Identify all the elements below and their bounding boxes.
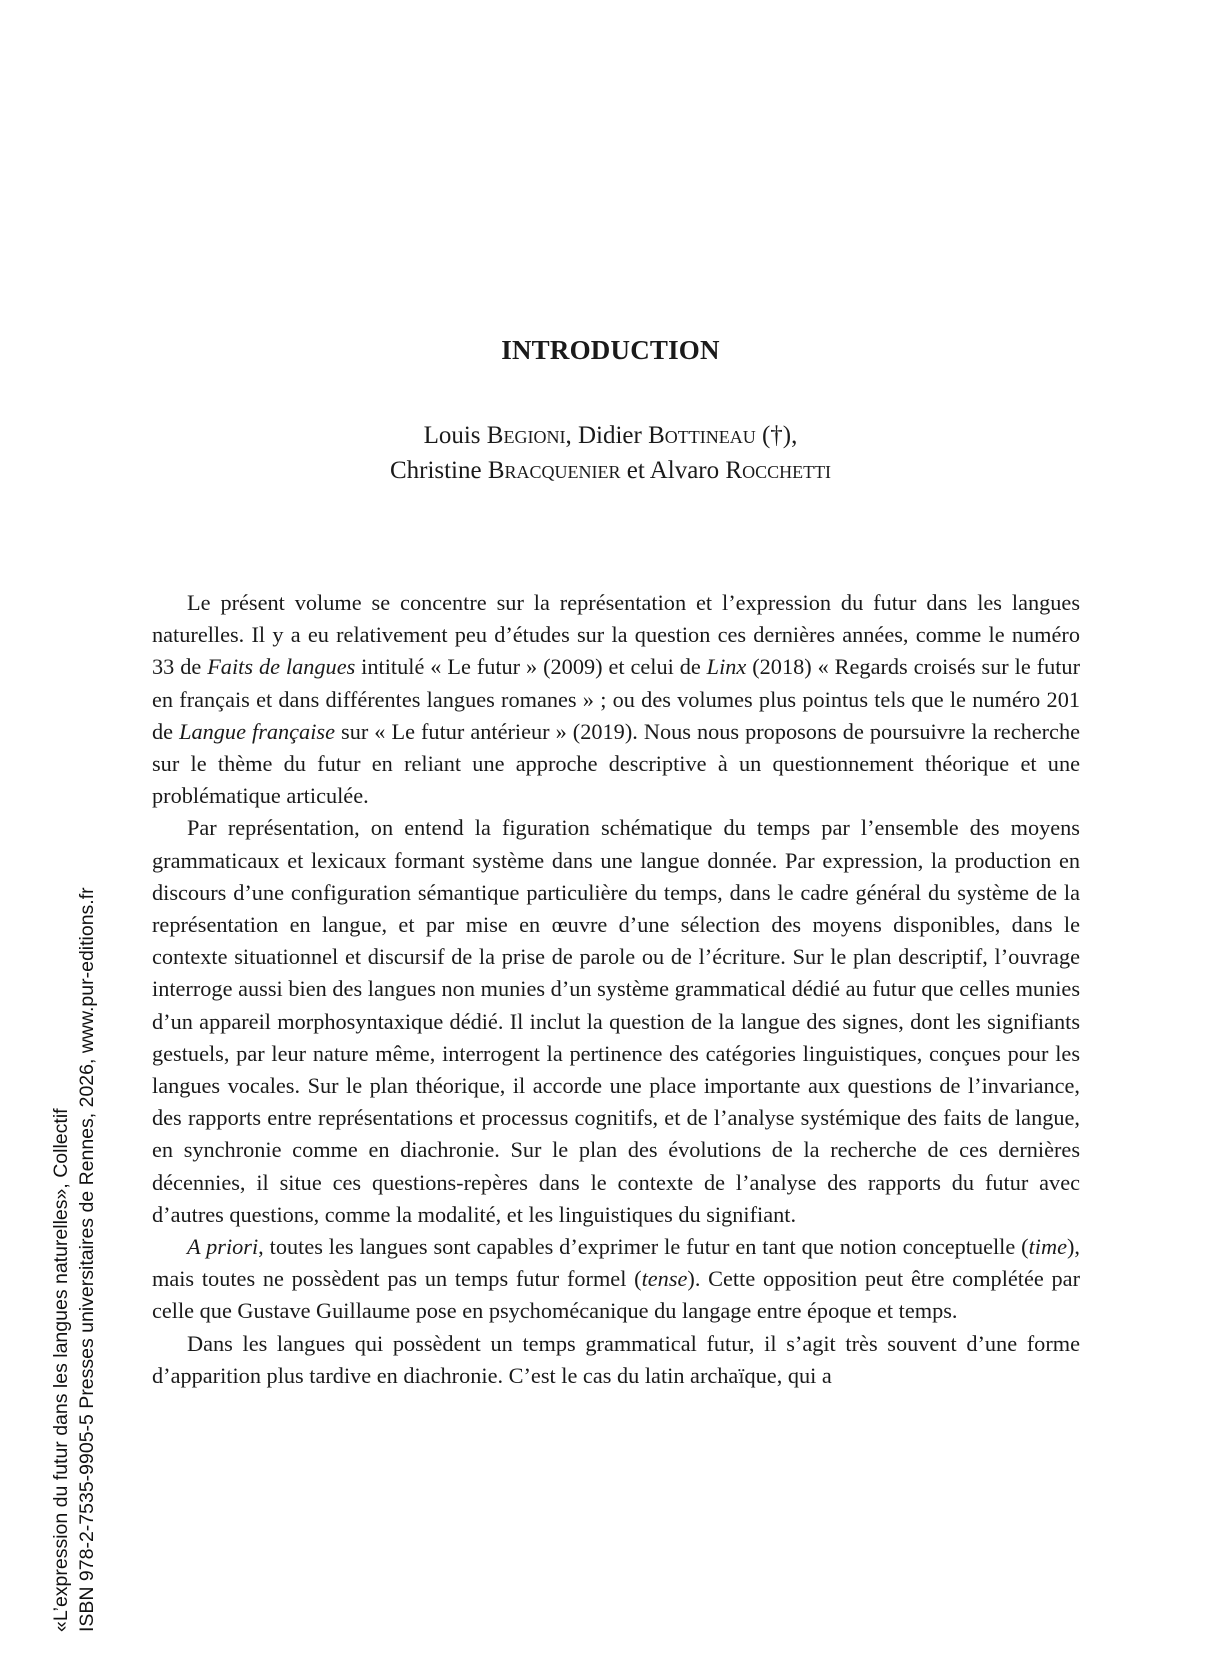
text-run: Le présent volume se concentre sur la représentation et l’expression du futur dans les langues naturelles. Il y a eu relativement peu d’études sur la question ces dernières années, comme le numéro 33 de bbox=[152, 590, 1080, 680]
author-separator: (†), bbox=[755, 422, 798, 449]
author-surname: Begioni bbox=[486, 422, 566, 449]
italic-text: Langue française bbox=[179, 718, 335, 744]
copyright-sidebar bbox=[42, 752, 102, 1632]
text-run: (2018) « Regards croisés sur le futur en français et dans différentes langues romanes » ; ou des volumes plus pointus tels que le numéro 201 de bbox=[152, 654, 1080, 744]
sidebar-isbn-publisher: ISBN 978-2-7535-9905-5 Presses universitaires de Rennes, 2026, www.pur-editions.fr bbox=[76, 887, 98, 1632]
paragraph bbox=[152, 1231, 1080, 1328]
italic-text: time bbox=[1028, 1234, 1067, 1260]
text-run: Par représentation, on entend la figuration schématique du temps par l’ensemble des moyens grammaticaux et lexicaux formant système dans une langue donnée. Par expression, la production en discours d’une configuration sémantique particulière du temps, dans le cadre général du système de la représentation en langue, et par mise en œuvre d’une sélection des moyens disponibles, dans le contexte situationnel et discursif de la prise de parole ou de l’écriture. Sur le plan descriptif, l’ouvrage interroge aussi bien des langues non munies d’un système grammatical dédié au futur que celles munies d’un appareil morphosyntaxique dédié. Il inclut la question de la langue des signes, dont les signifiants gestuels, par leur nature même, interrogent la pertinence des catégories linguistiques, conçues pour les langues vocales. Sur le plan théorique, il accorde une place importante aux questions de l’invariance, des rapports entre représentations et processus cognitifs, et de l’analyse systémique des faits de langue, en synchronie comme en diachronie. Sur le plan des évolutions de la recherche de ces dernières décennies, il situe ces questions-repères dans le contexte de l’analyse des rapports du futur avec d’autres questions, comme la modalité, et les linguistiques du signifiant. bbox=[152, 815, 1080, 1227]
copyright-notice bbox=[48, 752, 100, 1632]
paragraph bbox=[152, 812, 1080, 1231]
text-run: Dans les langues qui possèdent un temps grammatical futur, il s’agit très souvent d’une forme d’apparition plus tardive en diachronie. C’est le cas du latin archaïque, qui a bbox=[152, 1330, 1080, 1388]
italic-text: A priori bbox=[187, 1234, 259, 1260]
text-run: intitulé « Le futur » (2009) et celui de bbox=[355, 654, 707, 680]
text-run: sur « Le futur antérieur » (2019). Nous nous proposons de poursuivre la recherche sur le thème du futur en reliant une approche descriptive à un questionnement théorique et une problématique articulée. bbox=[152, 718, 1080, 809]
italic-text: Linx bbox=[706, 654, 747, 680]
author-surname: Bottineau bbox=[648, 422, 756, 449]
author-separator: , Didier bbox=[565, 422, 649, 449]
text-run: , toutes les langues sont capables d’exprimer le futur en tant que notion conceptuelle ( bbox=[258, 1234, 1029, 1260]
sidebar-book-title: «L’expression du futur dans les langues naturelles», Collectif bbox=[50, 1108, 72, 1632]
author-separator: et Alvaro bbox=[620, 457, 726, 484]
italic-text: Faits de langues bbox=[207, 654, 356, 680]
author-list bbox=[0, 418, 1221, 488]
author-surname: Rocchetti bbox=[725, 457, 832, 484]
author-line-1 bbox=[0, 418, 1221, 453]
paragraph bbox=[152, 587, 1080, 812]
author-surname: Bracquenier bbox=[487, 457, 621, 484]
italic-text: tense bbox=[641, 1266, 688, 1292]
chapter-title: INTRODUCTION bbox=[501, 335, 720, 365]
author-first-name: Louis bbox=[423, 422, 487, 449]
author-line-2 bbox=[0, 453, 1221, 488]
paragraph bbox=[152, 1328, 1080, 1392]
author-first-name: Christine bbox=[389, 457, 488, 484]
body-text bbox=[152, 587, 1080, 1392]
text-run: ), mais toutes ne possèdent pas un temps futur formel ( bbox=[152, 1234, 1080, 1292]
text-run: ). Cette opposition peut être complétée par celle que Gustave Guillaume pose en psychomécanique du langage entre époque et temps. bbox=[152, 1266, 1080, 1324]
